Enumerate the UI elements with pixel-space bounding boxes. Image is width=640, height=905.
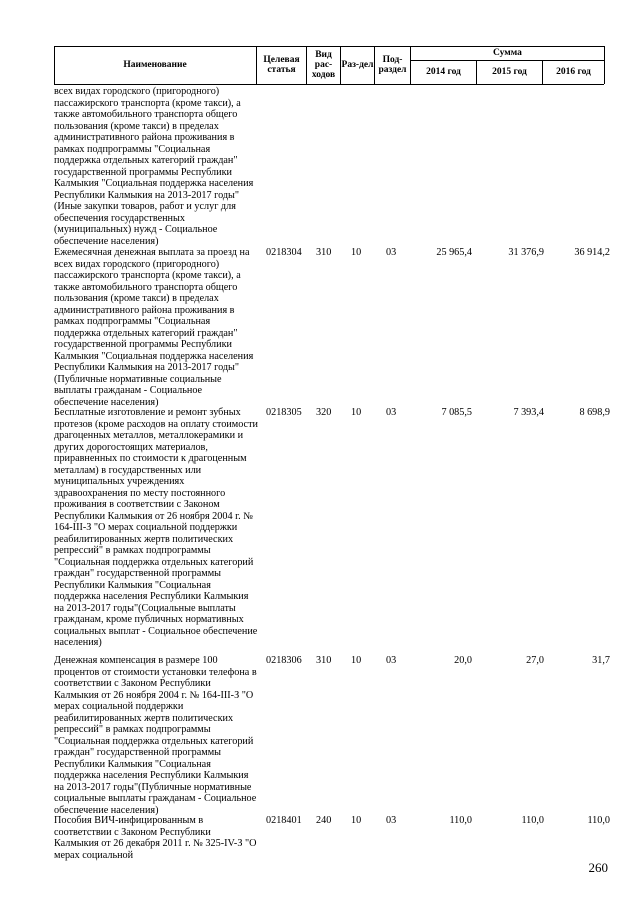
row-2014: 110,0 [449, 815, 472, 826]
row-code: 0218304 [266, 247, 302, 258]
row-2016: 31,7 [592, 655, 610, 666]
row-2016: 110,0 [587, 815, 610, 826]
row-vid: 310 [316, 247, 332, 258]
row-2015: 31 376,9 [508, 247, 544, 258]
col-header-name: Наименование [123, 60, 187, 70]
row-razdel: 10 [351, 655, 362, 666]
col-header-vid: Вид рас-ходов [311, 50, 336, 80]
row-code: 0218306 [266, 655, 302, 666]
row-name: Ежемесячная денежная выплата за проезд на всех видах городского (пригородного) пассажирского транспорта (кроме такси), а также автомобильного транспорта общего пользования (кроме такси) в пределах административного района проживания в рамках подпрограммы "Социальная поддержка отдельных категорий граждан" государственной программы Республики Калмыкия "Социальная поддержка населения Республики Калмыкия на 2013-2017 годы"(Публичные нормативные социальные выплаты гражданам - Социальное обеспечение населения) [54, 247, 254, 408]
row-podrazdel: 03 [386, 655, 397, 666]
col-header-2015: 2015 год [492, 67, 527, 77]
table-header [54, 46, 604, 84]
row-code: 0218401 [266, 815, 302, 826]
col-header-2014: 2014 год [426, 67, 461, 77]
header-bottom-rule [54, 84, 604, 85]
header-divider [604, 46, 605, 84]
row-2016: 8 698,9 [579, 407, 610, 418]
row-name: Денежная компенсация в размере 100 процентов от стоимости установки телефона в соответствии с Законом Республики Калмыкия от 26 ноября 2004 г. № 164-III-З "О мерах социальной поддержки реабилитированных жертв политических репрессий" в рамках подпрограммы "Социальная поддержка отдельных категорий граждан" государственной программы Республики Калмыкия "Социальная поддержка населения Республики Калмыкия на 2013-2017 годы"(Публичные нормативные социальные выплаты гражданам - Социальное обеспечение населения) [54, 655, 257, 816]
row-2015: 110,0 [521, 815, 544, 826]
page-number: 260 [588, 860, 608, 875]
row-2014: 20,0 [454, 655, 472, 666]
row-name: всех видах городского (пригородного) пассажирского транспорта (кроме такси), а также автомобильного транспорта общего пользования (кроме такси) в пределах административного района проживания в рамках подпрограммы "Социальная поддержка отдельных категорий граждан" государственной программы Республики Калмыкия "Социальная поддержка населения Республики Калмыкия на 2013-2017 годы"(Иные закупки товаров, работ и услуг для обеспечения государственных (муниципальных) нужд - Социальное обеспечение населения) [54, 86, 254, 247]
row-podrazdel: 03 [386, 407, 397, 418]
row-podrazdel: 03 [386, 815, 397, 826]
col-header-podrazdel: Под-раздел [378, 55, 407, 75]
row-vid: 310 [316, 655, 332, 666]
col-header-2016: 2016 год [556, 67, 591, 77]
row-name: Бесплатные изготовление и ремонт зубных протезов (кроме расходов на оплату стоимости драгоценных металлов, металлокерамики и других дорогостоящих материалов, приравненных по стоимости к драгоценным металлам) в государственных или муниципальных учреждениях здравоохранения по месту постоянного проживания в соответствии с Законом Республики Калмыкия от 26 ноября 2004 г. № 164-III-З "О мерах социальной поддержки реабилитированных жертв политических репрессий" в рамках подпрограммы "Социальная поддержка отдельных категорий граждан" государственной программы Республики Калмыкия "Социальная поддержка населения Республики Калмыкия на 2013-2017 годы"(Социальные выплаты гражданам, кроме публичных нормативных социальных выплат - Социальное обеспечение населения) [54, 407, 258, 648]
row-podrazdel: 03 [386, 247, 397, 258]
col-header-target: Целевая статья [263, 55, 300, 75]
row-razdel: 10 [351, 407, 362, 418]
row-name: Пособия ВИЧ-инфицированным в соответствии с Законом Республики Калмыкия от 26 декабря 2011 г. № 325-IV-З "О мерах социальной [54, 815, 257, 861]
row-2014: 25 965,4 [436, 247, 472, 258]
col-header-razdel: Раз-дел [341, 60, 374, 70]
row-razdel: 10 [351, 815, 362, 826]
row-code: 0218305 [266, 407, 302, 418]
row-vid: 240 [316, 815, 332, 826]
row-2016: 36 914,2 [574, 247, 610, 258]
row-vid: 320 [316, 407, 332, 418]
col-header-summa: Сумма [493, 48, 522, 58]
row-2014: 7 085,5 [441, 407, 472, 418]
row-2015: 7 393,4 [513, 407, 544, 418]
row-2015: 27,0 [526, 655, 544, 666]
row-razdel: 10 [351, 247, 362, 258]
